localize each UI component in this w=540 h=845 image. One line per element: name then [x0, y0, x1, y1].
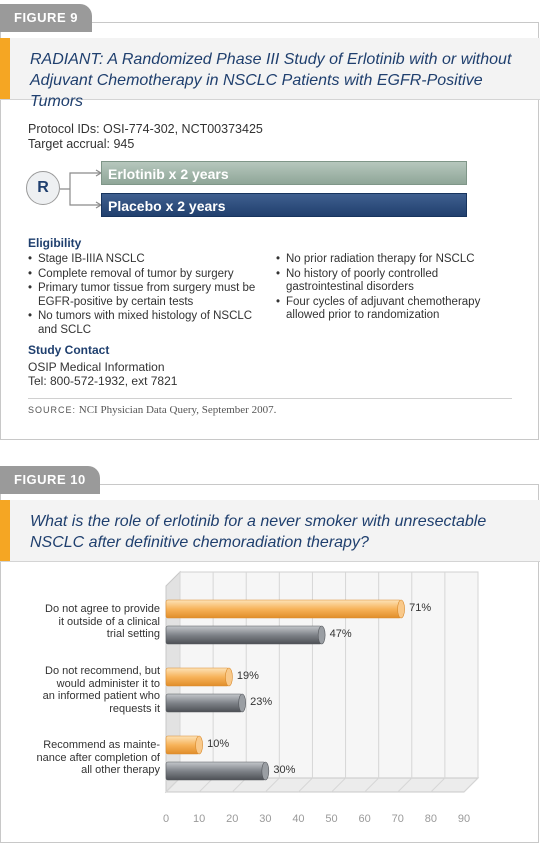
x-tick-label: 10: [192, 813, 206, 825]
figure-9-title: RADIANT: A Randomized Phase III Study of Erlotinib with or without Adjuvant Chemotherapy in NSCLC Patients with EGFR-Positive Tumors: [30, 51, 512, 110]
category-label: [43, 665, 160, 715]
bar-value-label: 10%: [207, 738, 230, 750]
bar-series-a: [166, 600, 401, 618]
bar-cap: [318, 626, 325, 644]
x-tick-label: 0: [162, 813, 170, 825]
bar-value-label: 47%: [329, 628, 352, 640]
category-label-line: nance after completion of: [36, 751, 160, 764]
protocol-ids: Protocol IDs: OSI-774-302, NCT00373425: [28, 122, 263, 136]
x-tick-label: 30: [259, 813, 272, 825]
category-label-line: Do not recommend, but: [45, 665, 160, 677]
x-tick-label: 40: [292, 813, 305, 825]
x-tick-label: 20: [226, 813, 239, 825]
bar-series-b: [166, 694, 242, 712]
bar-value-label: 71%: [409, 602, 432, 614]
category-label-line: all other therapy: [81, 764, 160, 777]
bar-series-a: [166, 736, 199, 754]
figure-10-title: What is the role of erlotinib for a never smoker with unresectable NSCLC after definitive chemoradiation therapy?: [30, 513, 487, 551]
category-label-line: an informed patient who: [42, 690, 160, 702]
contact-phone: Tel: 800-572-1932, ext 7821: [28, 374, 178, 388]
category-label: [45, 603, 160, 641]
arm-placebo: Placebo x 2 years: [101, 193, 467, 217]
category-label-line: requests it: [109, 702, 160, 715]
arm-erlotinib: Erlotinib x 2 years: [101, 161, 467, 185]
category-label-line: it outside of a clinical: [58, 615, 160, 628]
category-label-line: would administer it to: [56, 677, 160, 690]
bar-series-b: [166, 626, 322, 644]
eligibility-item: • Primary tumor tissue from surgery must be EGFR-positive by certain tests: [28, 282, 268, 309]
figure-9-tab: FIGURE 9: [0, 4, 92, 32]
x-tick-label: 60: [358, 813, 371, 825]
bar-value-label: 19%: [236, 670, 259, 682]
eligibility-heading: Eligibility: [28, 236, 82, 250]
contact-heading: Study Contact: [28, 343, 110, 357]
eligibility-item: • Complete removal of tumor by surgery: [28, 268, 268, 282]
eligibility-item: • No history of poorly controlled gastrointestinal disorders: [276, 268, 506, 295]
category-label: [36, 739, 160, 777]
eligibility-item: • Stage IB-IIIA NSCLC: [28, 253, 268, 267]
category-label-line: Recommend as mainte-: [43, 739, 160, 752]
category-label-line: trial setting: [106, 628, 160, 641]
category-label-line: Do not agree to provide: [45, 603, 160, 616]
eligibility-item: • No prior radiation therapy for NSCLC: [276, 253, 506, 267]
bar-cap: [196, 736, 203, 754]
bar-series-b: [166, 762, 265, 780]
bar-cap: [398, 600, 405, 618]
bar-cap: [239, 694, 246, 712]
contact-name: OSIP Medical Information: [28, 360, 165, 374]
figure-10-tab: FIGURE 10: [0, 466, 100, 494]
eligibility-item: • No tumors with mixed histology of NSCLC and SCLC: [28, 310, 268, 337]
source-label: SOURCE:: [28, 405, 77, 415]
source-text: NCI Physician Data Query, September 2007.: [76, 404, 277, 416]
bar-value-label: 23%: [250, 696, 273, 708]
target-accrual: Target accrual: 945: [28, 137, 135, 151]
bar-cap: [262, 762, 269, 780]
bar-series-a: [166, 668, 229, 686]
x-tick-label: 50: [325, 813, 338, 825]
x-tick-label: 80: [424, 813, 437, 825]
x-tick-label: 70: [391, 813, 404, 825]
x-tick-label: 90: [457, 813, 471, 825]
bar-cap: [225, 668, 232, 686]
eligibility-item: • Four cycles of adjuvant chemotherapy allowed prior to randomization: [276, 296, 506, 323]
randomization-circle: R: [26, 171, 60, 205]
bar-value-label: 30%: [273, 764, 296, 776]
